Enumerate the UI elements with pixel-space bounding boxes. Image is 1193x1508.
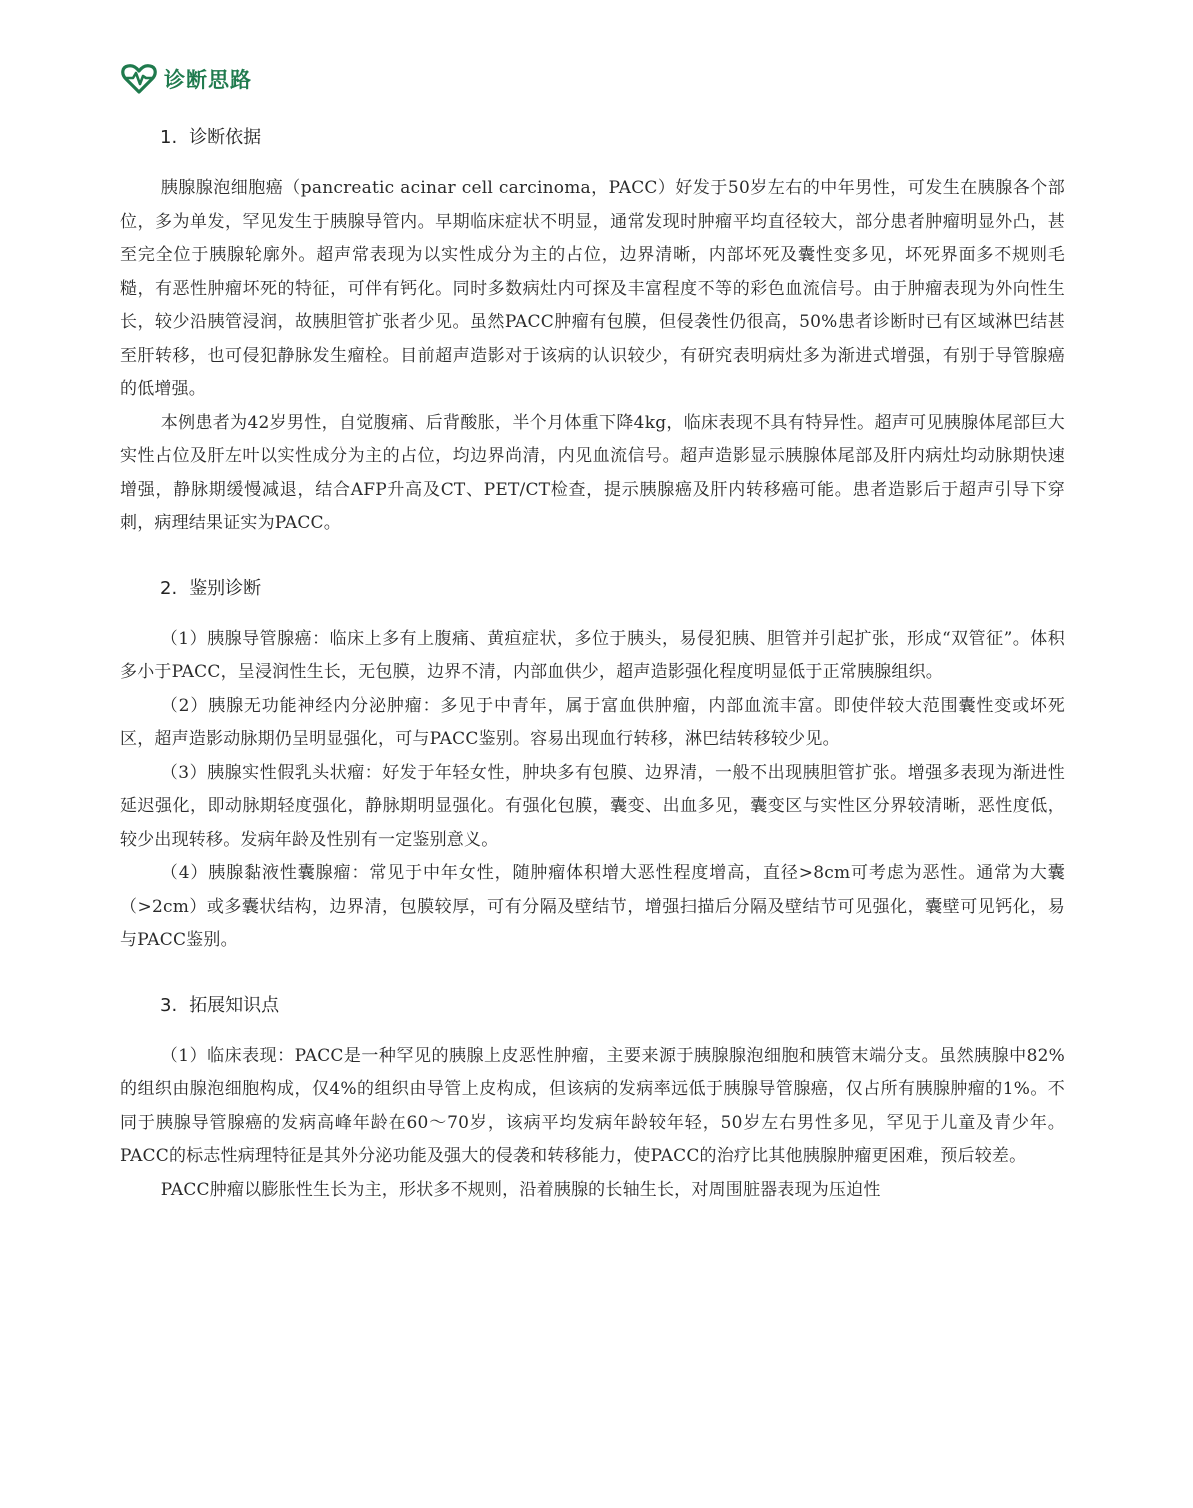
paragraph: （4）胰腺黏液性囊腺瘤：常见于中年女性，随肿瘤体积增大恶性程度增高，直径>8cm可考虑为恶性。通常为大囊（>2cm）或多囊状结构，边界清，包膜较厚，可有分隔及壁结节，增强扫描后分隔及壁结节可见强化，囊壁可见钙化，易与PACC鉴别。	[120, 863, 1065, 950]
section-heading	[160, 994, 1065, 1018]
section-heading	[160, 577, 1065, 601]
paragraph: 胰腺腺泡细胞癌（pancreatic acinar cell carcinoma，PACC）好发于50岁左右的中年男性，可发生在胰腺各个部位，多为单发，罕见发生于胰腺导管内。早期临床症状不明显，通常发现时肿瘤平均直径较大，部分患者肿瘤明显外凸，甚至完全位于胰腺轮廓外。超声常表现为以实性成分为主的占位，边界清晰，内部坏死及囊性变多见，坏死界面多不规则毛糙，有恶性肿瘤坏死的特征，可伴有钙化。同时多数病灶内可探及丰富程度不等的彩色血流信号。由于肿瘤表现为外向性生长，较少沿胰管浸润，故胰胆管扩张者少见。虽然PACC肿瘤有包膜，但侵袭性仍很高，50%患者诊断时已有区域淋巴结甚至肝转移，也可侵犯静脉发生瘤栓。目前超声造影对于该病的认识较少，有研究表明病灶多为渐进式增强，有别于导管腺癌的低增强。	[120, 178, 1065, 399]
section-title: 诊断依据	[189, 127, 262, 148]
paragraph: （1）胰腺导管腺癌：临床上多有上腹痛、黄疸症状，多位于胰头，易侵犯胰、胆管并引起扩张，形成“双管征”。体积多小于PACC，呈浸润性生长，无包膜，边界不清，内部血供少，超声造影强化程度明显低于正常胰腺组织。	[120, 628, 1065, 682]
section-title: 拓展知识点	[189, 994, 280, 1016]
paragraph: 本例患者为42岁男性，自觉腹痛、后背酸胀，半个月体重下降4kg，临床表现不具有特异性。超声可见胰腺体尾部巨大实性占位及肝左叶以实性成分为主的占位，均边界尚清，内见血流信号。超声造影显示胰腺体尾部及肝内病灶均动脉期快速增强，静脉期缓慢减退，结合AFP升高及CT、PET/CT检查，提示胰腺癌及肝内转移癌可能。患者造影后于超声引导下穿刺，病理结果证实为PACC。	[120, 412, 1065, 533]
section-number: 2.	[160, 577, 178, 599]
page-title: 诊断思路	[164, 68, 252, 92]
content-body	[120, 112, 1065, 1207]
page-header	[120, 62, 252, 96]
section-heading	[160, 126, 1065, 150]
section-number: 1.	[160, 127, 178, 148]
paragraph: （3）胰腺实性假乳头状瘤：好发于年轻女性，肿块多有包膜、边界清，一般不出现胰胆管扩张。增强多表现为渐进性延迟强化，即动脉期轻度强化，静脉期明显强化。有强化包膜，囊变、出血多见，囊变区与实性区分界较清晰，恶性度低，较少出现转移。发病年龄及性别有一定鉴别意义。	[120, 762, 1065, 850]
section-number: 3.	[160, 994, 178, 1016]
section-title: 鉴别诊断	[189, 577, 262, 599]
heart-pulse-icon	[120, 63, 158, 95]
paragraph: （2）胰腺无功能神经内分泌肿瘤：多见于中青年，属于富血供肿瘤，内部血流丰富。即使伴较大范围囊性变或坏死区，超声造影动脉期仍呈明显强化，可与PACC鉴别。容易出现血行转移，淋巴结转移较少见。	[120, 695, 1065, 749]
paragraph: （1）临床表现：PACC是一种罕见的胰腺上皮恶性肿瘤，主要来源于胰腺腺泡细胞和胰管末端分支。虽然胰腺中82%的组织由腺泡细胞构成，仅4%的组织由导管上皮构成，但该病的发病率远低于胰腺导管腺癌，仅占所有胰腺肿瘤的1%。不同于胰腺导管腺癌的发病高峰年龄在60～70岁，该病平均发病年龄较年轻，50岁左右男性多见，罕见于儿童及青少年。PACC的标志性病理特征是其外分泌功能及强大的侵袭和转移能力，使PACC的治疗比其他胰腺肿瘤更困难，预后较差。	[120, 1045, 1065, 1166]
paragraph: PACC肿瘤以膨胀性生长为主，形状多不规则，沿着胰腺的长轴生长，对周围脏器表现为压迫性	[160, 1179, 881, 1200]
